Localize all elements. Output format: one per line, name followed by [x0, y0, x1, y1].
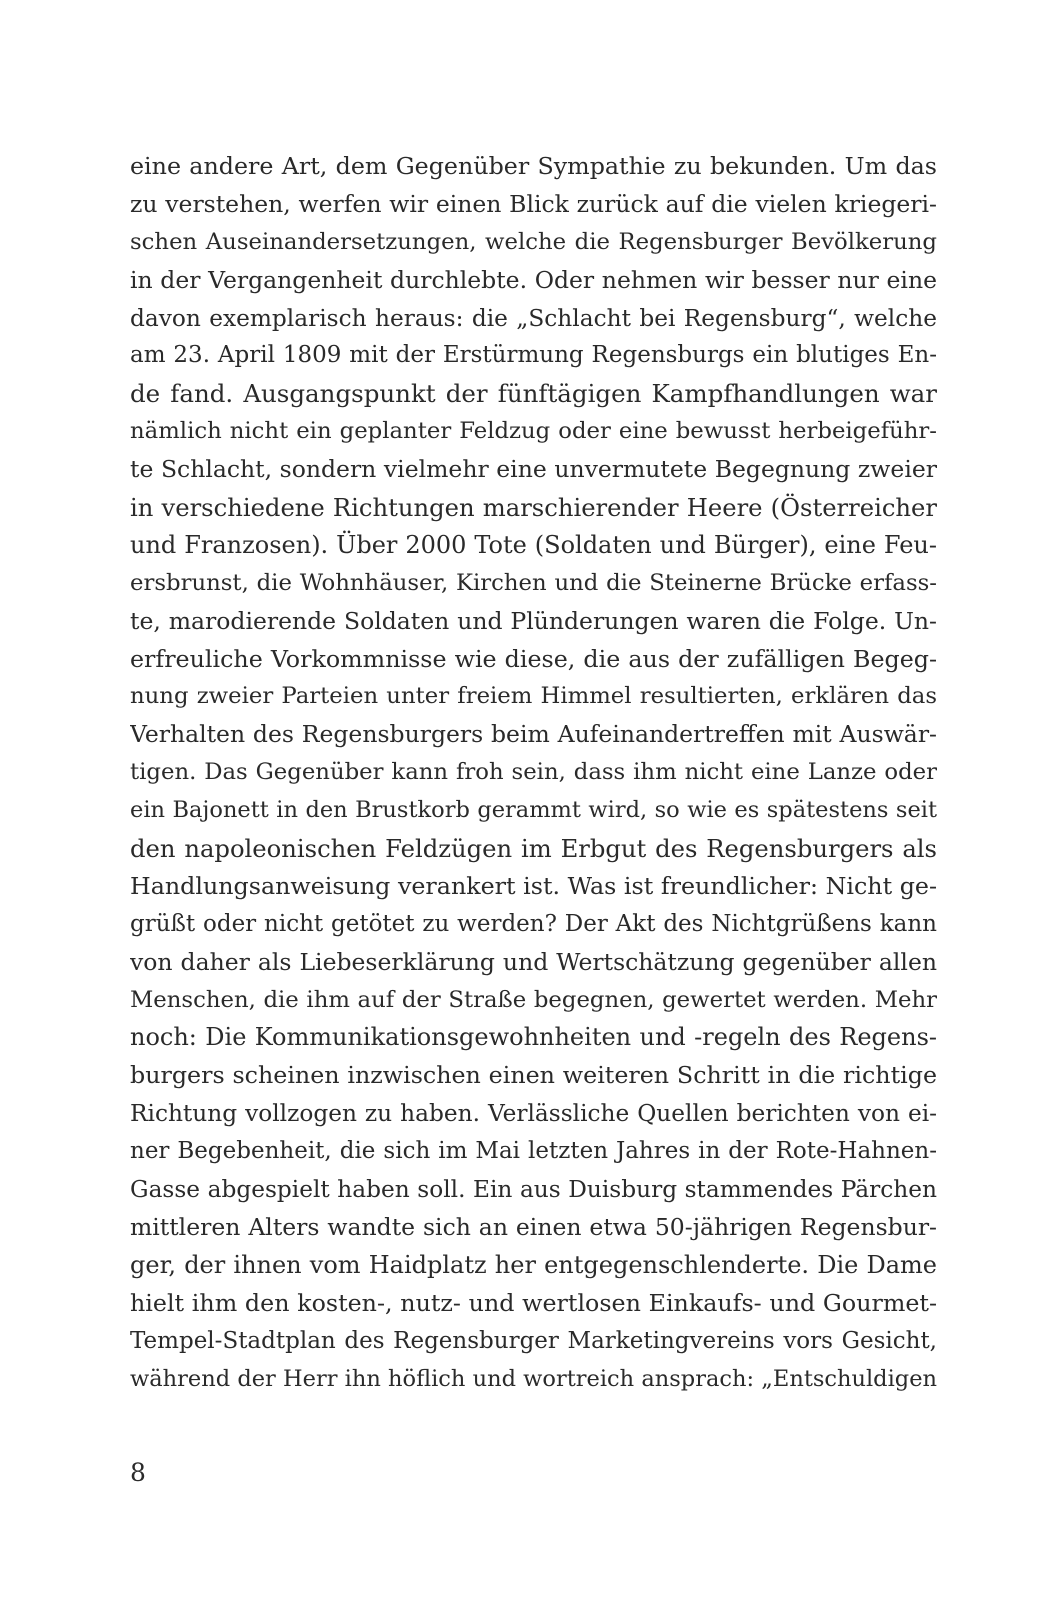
text-line: Tempel-Stadtplan des Regensburger Marketingvereins vors Gesicht,	[130, 1327, 937, 1354]
text-line: ner Begebenheit, die sich im Mai letzten Jahres in der Rote-Hahnen-	[130, 1138, 937, 1165]
text-line: Verhalten des Regensburgers beim Aufeinandertreffen mit Auswär-	[130, 720, 937, 749]
text-line: mittleren Alters wandte sich an einen etwa 50-jährigen Regensbur-	[130, 1212, 937, 1241]
text-line: Richtung vollzogen zu haben. Verlässliche Quellen berichten von ei-	[130, 1100, 937, 1128]
text-line: burgers scheinen inzwischen einen weiteren Schritt in die richtige	[130, 1061, 937, 1090]
text-line: zu verstehen, werfen wir einen Blick zurück auf die vielen kriegeri-	[130, 189, 937, 218]
text-line: ersbrunst, die Wohnhäuser, Kirchen und die Steinerne Brücke erfass-	[130, 569, 937, 596]
text-line: te, marodierende Soldaten und Plünderungen waren die Folge. Un-	[130, 606, 937, 635]
text-line: nung zweier Parteien unter freiem Himmel resultierten, erklären das	[130, 683, 937, 710]
text-line: schen Auseinandersetzungen, welche die Regensburger Bevölkerung	[130, 228, 937, 255]
text-line: tigen. Das Gegenüber kann froh sein, dass ihm nicht eine Lanze oder	[130, 759, 937, 786]
page-number: 8	[130, 1458, 146, 1487]
text-line: ger, der ihnen vom Haidplatz her entgegenschlenderte. Die Dame	[130, 1250, 937, 1279]
text-line: noch: Die Kommunikationsgewohnheiten und -regeln des Regens-	[130, 1023, 937, 1052]
text-line: grüßt oder nicht getötet zu werden? Der Akt des Nichtgrüßens kann	[130, 910, 937, 937]
text-line: erfreuliche Vorkommnisse wie diese, die aus der zufälligen Begeg-	[130, 644, 937, 673]
text-line: und Franzosen). Über 2000 Tote (Soldaten und Bürger), eine Feu-	[130, 530, 937, 559]
text-line: in der Vergangenheit durchlebte. Oder nehmen wir besser nur eine	[130, 265, 937, 294]
text-line: während der Herr ihn höflich und wortreich ansprach: „Entschuldigen	[130, 1365, 937, 1392]
text-line: hielt ihm den kosten-, nutz- und wertlosen Einkaufs- und Gourmet-	[130, 1288, 937, 1317]
text-line: den napoleonischen Feldzügen im Erbgut des Regensburgers als	[130, 834, 937, 864]
text-line: davon exemplarisch heraus: die „Schlacht bei Regensburg“, welche	[130, 304, 937, 332]
text-line: eine andere Art, dem Gegenüber Sympathie zu bekunden. Um das	[130, 152, 937, 180]
text-line: Handlungsanweisung verankert ist. Was ist freundlicher: Nicht ge-	[130, 871, 937, 900]
text-line: von daher als Liebeserklärung und Wertschätzung gegenüber allen	[130, 947, 937, 976]
text-line: Gasse abgespielt haben soll. Ein aus Duisburg stammendes Pärchen	[130, 1176, 937, 1204]
text-line: te Schlacht, sondern vielmehr eine unvermutete Begegnung zweier	[130, 455, 937, 484]
text-line: am 23. April 1809 mit der Erstürmung Regensburgs ein blutiges En-	[130, 342, 937, 369]
body-text	[130, 148, 937, 1398]
text-line: de fand. Ausgangspunkt der fünftägigen Kampfhandlungen war	[130, 379, 937, 409]
text-line: nämlich nicht ein geplanter Feldzug oder eine bewusst herbeigeführ-	[130, 418, 937, 445]
text-line: ein Bajonett in den Brustkorb gerammt wird, so wie es spätestens seit	[130, 797, 937, 824]
text-line: in verschiedene Richtungen marschierender Heere (Österreicher	[130, 493, 937, 523]
text-line: Menschen, die ihm auf der Straße begegnen, gewertet werden. Mehr	[130, 986, 937, 1013]
